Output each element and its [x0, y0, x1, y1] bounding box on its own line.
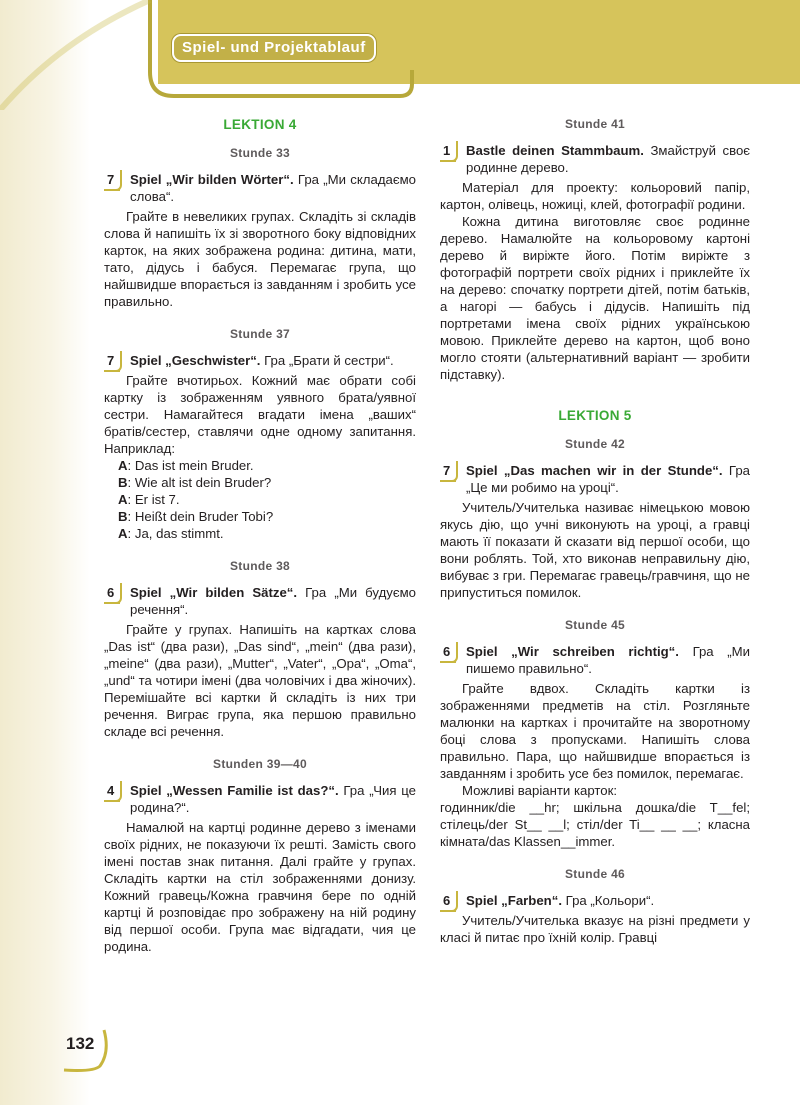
paragraph: Учитель/Учителька називає німецькою мовою якусь дію, що учні виконують на уроці, а гравці мають її показати й сказати від першої особи, що вони роблять. Той, хто виконав неправильну дію, вибуває з гри. Перемагає гравець/гравчиня, що не припуститься помилок. — [440, 500, 750, 600]
paragraph: Матеріал для проекту: кольоровий папір, картон, олівець, ножиці, клей, фотографії родини. — [440, 180, 750, 212]
stunde-heading: Stunde 42 — [564, 437, 626, 451]
task-number: 7 — [104, 171, 124, 189]
dialog-text: : Wie alt ist dein Bruder? — [127, 475, 272, 490]
lesson-heading: LEKTION 4 — [223, 117, 297, 132]
task-number: 6 — [440, 643, 460, 661]
task-item — [440, 142, 750, 176]
task-number: 7 — [440, 462, 460, 480]
dialog-line — [118, 508, 416, 525]
paragraph: Кожна дитина виготовляє своє родинне дерево. Намалюйте на кольоровому картоні дерево й виріжте його. Потім виріжте з фотографій портрети своїх рідних і приклейте їх на дерево: спочатку портрети дітей, потім батьків, а нагорі — бабусь і дідусів. Напишіть під портретами імена своїх рідних українською мовою. Приклейте дерево на картон, щоб воно могло стояти (альтернативний варіант — зробити підставку). — [440, 214, 750, 382]
paragraph: Грайте вдвох. Складіть картки із зображеннями предметів на стіл. Розгляньте малюнки на картках і прочитайте на зворотному боці слова з пропусками. Напишіть слова правильно. Пара, що найшвидше впорається із завданням і зробить усе без помилок, перемагає. — [440, 681, 750, 781]
dialog-text: : Heißt dein Bruder Tobi? — [127, 509, 274, 524]
task-title: Spiel „Farben“. — [466, 893, 562, 908]
task-title: Bastle deinen Stammbaum. — [466, 143, 644, 158]
task-subtitle: Гра „Це ми робимо на уроці“. — [466, 463, 750, 495]
dialog-text: : Er ist 7. — [127, 492, 180, 507]
stunde-heading: Stunde 46 — [564, 867, 626, 881]
task-number: 6 — [440, 892, 460, 910]
task-title: Spiel „Wir bilden Wörter“. — [130, 172, 294, 187]
task-title: Spiel „Geschwister“. — [130, 353, 261, 368]
dialog-line — [118, 474, 416, 491]
dialog-line — [118, 457, 416, 474]
dialog-text: : Das ist mein Bruder. — [127, 458, 254, 473]
task-item — [104, 584, 416, 618]
paragraph: Грайте в невеликих групах. Складіть зі складів слова й напишіть їх зі зворотного боку відповідних карток, на яких зображена родина: дитина, мати, тато, дідусь і бабуся. Перемагає група, що найшвидше впорається із завданням і зробить усе правильно. — [104, 209, 416, 309]
task-number: 6 — [104, 584, 124, 602]
paragraph: Учитель/Учителька вказує на різні предмети у класі й питає про їхній колір. Гравці — [440, 913, 750, 945]
right-column — [440, 116, 750, 946]
task-item — [440, 892, 750, 909]
stunde-heading: Stunde 45 — [564, 618, 626, 632]
task-item — [440, 643, 750, 677]
dialog-text: : Ja, das stimmt. — [127, 526, 224, 541]
paragraph: Грайте вчотирьох. Кожний має обрати собі картку із зображенням уявного брата/уявної сестри. Намагайтеся вгадати імена „ваших“ братів/сестер, ставлячи одне одному запитання. Наприклад: — [104, 373, 416, 456]
task-subtitle: Гра „Ми будуємо речення“. — [130, 585, 416, 617]
task-item — [440, 462, 750, 496]
task-subtitle: Гра „Ми складаємо слова“. — [130, 172, 416, 204]
paragraph: Намалюй на картці родинне дерево з іменами своїх рідних, не показуючи їх решті. Замість свого імені постав знак питання. Далі грайте у групах. Складіть картки на стіл зображеннями донизу. Кожний гравець/Кожна гравчиня бере по одній картці й розповідає про зображену на ній родину від першої особи. Група має відгадати, чия це родина. — [104, 820, 416, 954]
page-number: 132 — [66, 1034, 95, 1053]
task-title: Spiel „Das machen wir in der Stunde“. — [466, 463, 723, 478]
task-subtitle: Гра „Кольори“. — [562, 893, 655, 908]
task-subtitle: Гра „Брати й сестри“. — [260, 353, 394, 368]
task-subtitle: Гра „Ми пишемо правильно“. — [466, 644, 750, 676]
stunde-heading: Stunde 37 — [229, 327, 291, 341]
task-title: Spiel „Wir bilden Sätze“. — [130, 585, 298, 600]
dialog-line — [118, 525, 416, 542]
task-number: 4 — [104, 782, 124, 800]
task-title: Spiel „Wessen Familie ist das?“. — [130, 783, 339, 798]
stunde-heading: Stunde 41 — [564, 117, 626, 131]
dialog-speaker: A — [118, 458, 128, 473]
header-title: Spiel- und Projektablauf — [172, 34, 376, 62]
task-item — [104, 352, 416, 369]
stunde-heading: Stunde 38 — [229, 559, 291, 573]
task-subtitle: Змайструй своє родинне дерево. — [466, 143, 751, 175]
task-number: 7 — [104, 352, 124, 370]
task-number: 1 — [440, 142, 460, 160]
paragraph: Грайте у групах. Напишіть на картках слова „Das ist“ (два рази), „Das sind“, „mein“ (два рази), „meine“ (два рази), „Mutter“, „Vater“, „Opa“, „Oma“, „und“ та чотири імені (два чоловічих і два жіночих). Перемішайте всі картки й складіть із них три речення. Виграє група, яка першою правильно складе всі речення. — [104, 622, 416, 739]
dialog-line — [118, 491, 416, 508]
task-title: Spiel „Wir schreiben richtig“. — [466, 644, 679, 659]
dialog-speaker: B — [118, 509, 128, 524]
task-item — [104, 171, 416, 205]
dialog-speaker: A — [118, 526, 128, 541]
paragraph: годинник/die __hr; шкільна дошка/die T__fel; стілець/der St__ __l; стіл/der Ti__ __ __; класна кімната/das Klassen__immer. — [440, 800, 750, 849]
task-subtitle: Гра „Чия це родина?“. — [130, 783, 416, 815]
page-margin-strip — [0, 0, 90, 1105]
dialog-example — [118, 457, 416, 542]
dialog-speaker: A — [118, 492, 128, 507]
stunde-heading: Stunden 39—40 — [213, 757, 307, 771]
lesson-heading: LEKTION 5 — [558, 408, 632, 423]
paragraph: Можливі варіанти карток: — [462, 783, 618, 798]
dialog-speaker: B — [118, 475, 128, 490]
stunde-heading: Stunde 33 — [229, 146, 291, 160]
left-column — [104, 116, 416, 955]
task-item — [104, 782, 416, 816]
